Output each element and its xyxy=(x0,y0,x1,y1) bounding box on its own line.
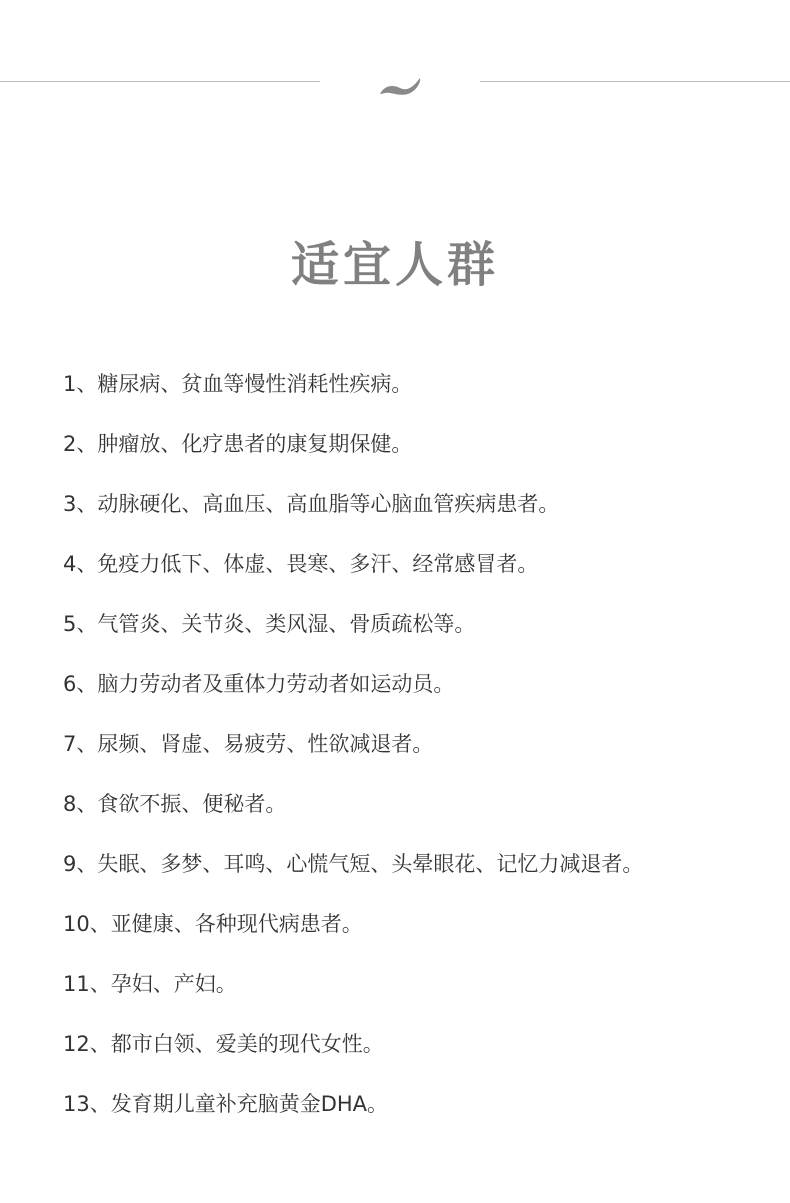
header-divider-right xyxy=(480,81,790,82)
list-item: 4、免疫力低下、体虚、畏寒、多汗、经常感冒者。 xyxy=(63,552,539,576)
list-item: 13、发育期儿童补充脑黄金DHA。 xyxy=(63,1092,389,1116)
list-item: 10、亚健康、各种现代病患者。 xyxy=(63,912,363,936)
list-item: 12、都市白领、爱美的现代女性。 xyxy=(63,1032,384,1056)
list-item: 8、食欲不振、便秘者。 xyxy=(63,792,287,816)
list-item: 7、尿频、肾虚、易疲劳、性欲减退者。 xyxy=(63,732,434,756)
list-item: 1、糖尿病、贫血等慢性消耗性疾病。 xyxy=(63,372,413,396)
suitable-groups-list xyxy=(63,362,783,1142)
list-item: 6、脑力劳动者及重体力劳动者如运动员。 xyxy=(63,672,455,696)
list-item: 11、孕妇、产妇。 xyxy=(63,972,237,996)
header-divider-left xyxy=(0,81,320,82)
list-item: 3、动脉硬化、高血压、高血脂等心脑血管疾病患者。 xyxy=(63,492,560,516)
page-title: 适宜人群 xyxy=(290,237,499,294)
list-item: 2、肿瘤放、化疗患者的康复期保健。 xyxy=(63,432,413,456)
list-item: 9、失眠、多梦、耳鸣、心慌气短、头晕眼花、记忆力减退者。 xyxy=(63,852,644,876)
list-item: 5、气管炎、关节炎、类风湿、骨质疏松等。 xyxy=(63,612,476,636)
brush-stroke-icon xyxy=(374,64,430,104)
